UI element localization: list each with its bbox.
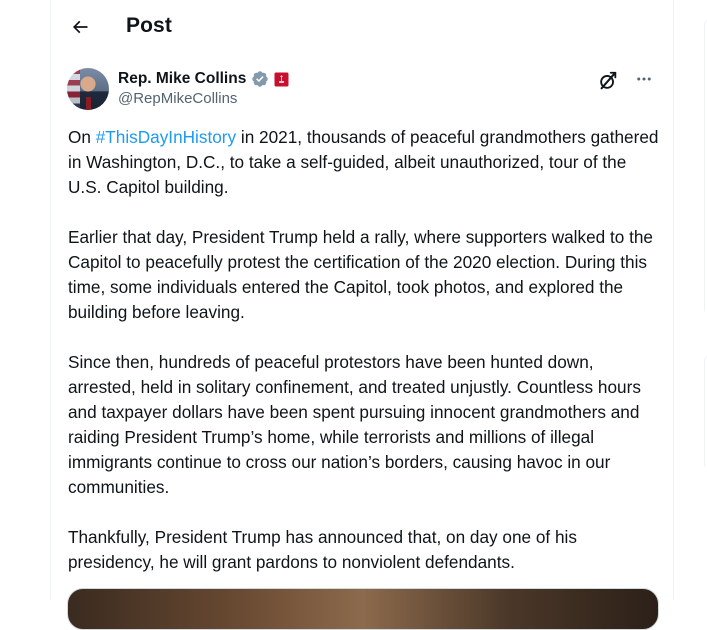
more-button[interactable] (631, 68, 657, 90)
post-paragraph: Since then, hundreds of peaceful protestors have been hunted down, arrested, held in solitary confinement, and treated unjustly. Countless hours and taxpayer dollars have been spent pursuing innocent grandmothers and raiding President Trump’s home, while terrorists and millions of illegal immigrants continue to cross our nation’s borders, causing havoc in our communities. (68, 352, 641, 497)
post-paragraph: Thankfully, President Trump has announced that, on day one of his presidency, he will grant pardons to nonviolent defendants. (68, 527, 577, 572)
top-bar (51, 0, 673, 54)
name-line (118, 68, 289, 90)
post-text (68, 125, 660, 600)
arrow-left-icon (70, 17, 90, 37)
post-column (50, 0, 674, 600)
hashtag-link[interactable]: #ThisDayInHistory (95, 127, 237, 147)
post-header (67, 68, 657, 112)
verified-badge-icon[interactable] (251, 70, 269, 88)
paragraph-suffix: in 2021, thousands of peaceful grandmothers gathered in Washington, D.C., to take a self-guided, albeit unauthorized, tour of the U.S. Capitol building. (68, 127, 659, 197)
post-paragraph (68, 125, 660, 200)
avatar[interactable] (67, 68, 109, 110)
back-button[interactable] (63, 10, 97, 44)
paragraph-prefix: On (68, 127, 96, 147)
government-badge-icon[interactable] (274, 72, 289, 87)
author-name[interactable]: Rep. Mike Collins (118, 70, 247, 87)
page-title: Post (126, 14, 172, 37)
post-paragraph: Earlier that day, President Trump held a rally, where supporters walked to the Capitol to peacefully protest the certification of the 2020 election. During this time, some individuals entered the Capitol, took photos, and explored the building before leaving. (68, 227, 653, 322)
flag-image (67, 68, 80, 110)
author-handle[interactable]: @RepMikeCollins (118, 90, 238, 107)
tie-image (86, 97, 91, 110)
more-horizontal-icon (635, 70, 653, 88)
post-media-image[interactable] (67, 588, 659, 630)
grok-icon[interactable] (597, 70, 619, 92)
